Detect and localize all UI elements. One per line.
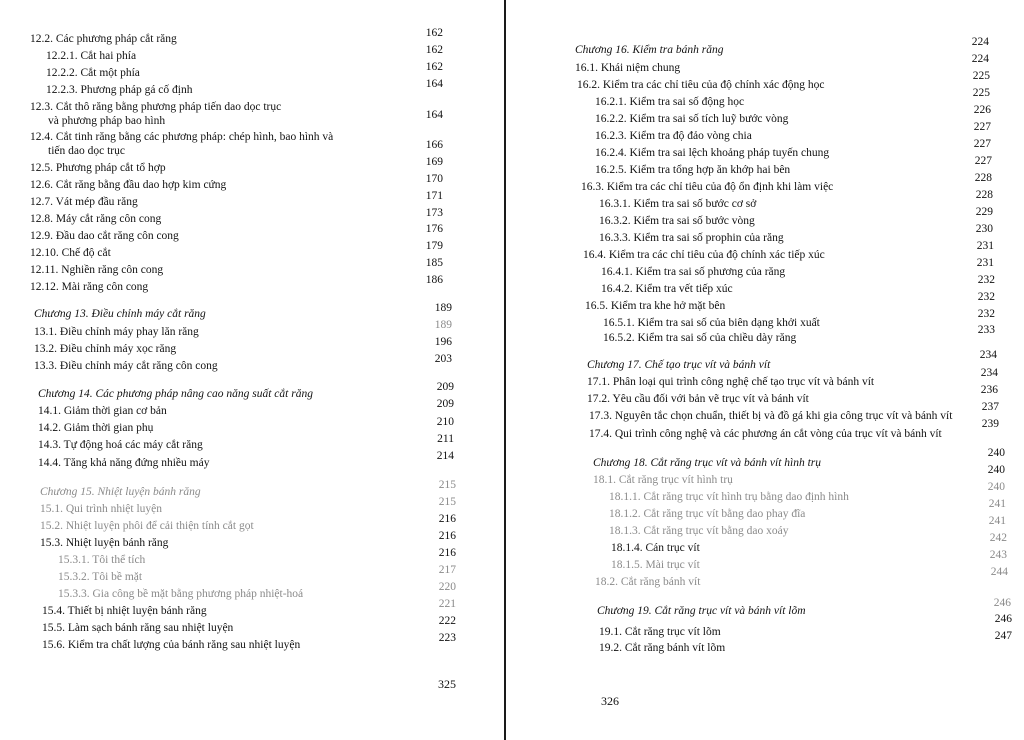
chapter-heading: Chương 16. Kiểm tra bánh răng (575, 44, 724, 56)
toc-entry: 14.3. Tự động hoá các máy cắt răng (38, 439, 203, 451)
toc-page-number: 162 (425, 61, 443, 73)
toc-entry: 12.7. Vát mép đầu răng (30, 196, 138, 208)
toc-entry: 12.10. Chế độ cắt (30, 247, 111, 259)
toc-entry: 16.2.4. Kiểm tra sai lệch khoảng pháp tuyến chung (595, 147, 830, 159)
toc-entry: 15.2. Nhiệt luyện phôi để cải thiện tính cắt gọt (40, 520, 254, 532)
toc-entry: 16.5.2. Kiểm tra sai số của chiều dày răng (603, 332, 797, 344)
toc-page-number: 242 (989, 532, 1007, 544)
toc-entry: 12.2.1. Cắt hai phía (46, 50, 137, 62)
toc-page-number: 226 (973, 104, 991, 116)
toc-entry: 12.12. Mài răng côn cong (30, 281, 149, 293)
toc-page-number: 240 (987, 464, 1005, 476)
toc-entry: 17.2. Yêu cầu đối với bản vẽ trục vít và bánh vít (587, 393, 809, 405)
toc-page-number: 170 (425, 173, 443, 185)
toc-page-number: 214 (436, 450, 454, 462)
toc-entry: 18.1.2. Cắt răng trục vít bằng dao phay đĩa (609, 508, 806, 520)
toc-entry: 15.5. Làm sạch bánh răng sau nhiệt luyện (42, 622, 234, 634)
toc-entry: 12.3. Cắt thô răng bằng phương pháp tiến dao dọc trục (30, 101, 282, 113)
toc-page-number: 227 (974, 155, 992, 167)
toc-entry: 16.3. Kiểm tra các chỉ tiêu của độ ổn định khi làm việc (581, 181, 834, 193)
toc-page-number: 230 (975, 223, 993, 235)
toc-entry: 16.2.2. Kiểm tra sai số tích luỹ bước vòng (595, 113, 789, 125)
toc-page-number: 229 (975, 206, 993, 218)
toc-page-number: 209 (436, 381, 454, 393)
toc-entry: 14.2. Giảm thời gian phụ (38, 422, 154, 434)
toc-page-number: 246 (994, 613, 1012, 625)
right-page (507, 0, 1024, 740)
toc-entry: 16.1. Khái niệm chung (575, 62, 681, 74)
toc-page-number: 240 (987, 447, 1005, 459)
toc-page-number: 211 (437, 433, 454, 445)
toc-page-number: 225 (972, 70, 990, 82)
chapter-heading: Chương 15. Nhiệt luyện bánh răng (40, 486, 201, 498)
toc-page-number: 232 (977, 274, 995, 286)
toc-entry: 12.6. Cắt răng bằng đầu dao hợp kim cứng (30, 179, 227, 191)
toc-page-number: 216 (438, 530, 456, 542)
toc-entry: 16.5.1. Kiểm tra sai số của biên dạng khởi xuất (603, 317, 820, 329)
toc-page-number: 239 (981, 418, 999, 430)
toc-entry: 17.3. Nguyên tắc chọn chuẩn, thiết bị và đồ gá khi gia công trục vít và bánh vít (589, 410, 953, 422)
toc-page-number: 215 (438, 496, 456, 508)
toc-page-number: 232 (977, 308, 995, 320)
chapter-heading: Chương 18. Cắt răng trục vít và bánh vít hình trụ (593, 457, 822, 469)
toc-page-number: 216 (438, 547, 456, 559)
toc-page-number: 240 (987, 481, 1005, 493)
toc-entry: 16.2. Kiểm tra các chỉ tiêu của độ chính xác động học (577, 79, 825, 91)
toc-entry: 19.2. Cắt răng bánh vít lõm (599, 642, 726, 654)
toc-entry: 12.9. Đầu dao cắt răng côn cong (30, 230, 179, 242)
toc-page-number: 244 (990, 566, 1008, 578)
toc-page-number: 228 (974, 172, 992, 184)
toc-page-number: 209 (436, 398, 454, 410)
toc-page-number: 173 (425, 207, 443, 219)
toc-page-number: 224 (971, 36, 989, 48)
toc-entry: 12.4. Cắt tinh răng bằng các phương pháp: chép hình, bao hình và (30, 131, 334, 143)
toc-page-number: 162 (425, 44, 443, 56)
toc-page-number: 222 (438, 615, 456, 627)
toc-entry: 16.4.2. Kiểm tra vết tiếp xúc (601, 283, 733, 295)
chapter-heading: Chương 14. Các phương pháp nâng cao năng suất cắt răng (38, 388, 313, 400)
toc-entry: 16.4.1. Kiểm tra sai số phương của răng (601, 266, 786, 278)
toc-entry: 17.4. Qui trình công nghệ và các phương án cắt vòng của trục vít và bánh vít (589, 428, 942, 440)
toc-page-number: 217 (438, 564, 456, 576)
toc-entry: 15.1. Qui trình nhiệt luyện (40, 503, 163, 515)
toc-entry: 15.3.3. Gia công bề mặt bằng phương pháp nhiệt-hoá (58, 588, 304, 600)
toc-entry: 15.3.2. Tôi bề mặt (58, 571, 143, 583)
toc-page-number: 246 (993, 597, 1011, 609)
toc-page-number: 221 (438, 598, 456, 610)
toc-page-number: 179 (425, 240, 443, 252)
toc-entry: 12.11. Nghiền răng côn cong (30, 264, 164, 276)
page-number: 325 (438, 677, 456, 691)
toc-entry: 18.2. Cắt răng bánh vít (595, 576, 701, 588)
toc-entry: và phương pháp bao hình (48, 115, 166, 127)
toc-page-number: 216 (438, 513, 456, 525)
toc-entry: 13.3. Điều chỉnh máy cắt răng côn cong (34, 360, 218, 372)
left-page (0, 0, 505, 740)
toc-entry: 14.4. Tăng khả năng đứng nhiều máy (38, 457, 210, 469)
toc-page-number: 189 (434, 302, 452, 314)
toc-page-number: 203 (434, 353, 452, 365)
toc-entry: 13.2. Điều chỉnh máy xọc răng (34, 343, 177, 355)
toc-entry: 16.3.2. Kiểm tra sai số bước vòng (599, 215, 755, 227)
toc-page-number: 231 (976, 240, 994, 252)
toc-entry: 16.2.1. Kiểm tra sai số động học (595, 96, 745, 108)
toc-entry: 12.2.3. Phương pháp gá cố định (46, 84, 193, 96)
toc-entry: 12.2.2. Cắt một phía (46, 67, 140, 79)
page-number: 326 (601, 694, 619, 708)
toc-entry: 16.5. Kiểm tra khe hở mặt bên (585, 300, 726, 312)
toc-page-number: 220 (438, 581, 456, 593)
toc-page-number: 196 (434, 336, 452, 348)
toc-entry: 16.2.3. Kiểm tra độ đảo vòng chia (595, 130, 752, 142)
toc-entry: tiến dao dọc trục (48, 145, 125, 157)
toc-entry: 15.3. Nhiệt luyện bánh răng (40, 537, 169, 549)
toc-entry: 19.1. Cắt răng trục vít lõm (599, 626, 721, 638)
toc-page-number: 227 (973, 138, 991, 150)
toc-entry: 18.1.3. Cắt răng trục vít bằng dao xoáy (609, 525, 789, 537)
toc-page-number: 223 (438, 632, 456, 644)
toc-page-number: 176 (425, 223, 443, 235)
toc-entry: 15.6. Kiểm tra chất lượng của bánh răng sau nhiệt luyện (42, 639, 301, 651)
toc-page-number: 241 (988, 498, 1006, 510)
toc-entry: 16.4. Kiểm tra các chỉ tiêu của độ chính xác tiếp xúc (583, 249, 825, 261)
toc-page-number: 166 (425, 139, 443, 151)
toc-page-number: 228 (975, 189, 993, 201)
toc-entry: 18.1.1. Cắt răng trục vít hình trụ bằng dao định hình (609, 491, 849, 503)
toc-entry: 15.4. Thiết bị nhiệt luyện bánh răng (42, 605, 207, 617)
toc-entry: 12.8. Máy cắt răng côn cong (30, 213, 162, 225)
toc-page-number: 215 (438, 479, 456, 491)
toc-page-number: 185 (425, 257, 443, 269)
toc-page-number: 162 (425, 27, 443, 39)
chapter-heading: Chương 17. Chế tạo trục vít và bánh vít (587, 359, 771, 371)
toc-page-number: 241 (988, 515, 1006, 527)
toc-entry: 16.3.1. Kiểm tra sai số bước cơ sở (599, 198, 757, 210)
toc-page-number: 243 (989, 549, 1007, 561)
toc-page-number: 236 (980, 384, 998, 396)
toc-entry: 13.1. Điều chỉnh máy phay lăn răng (34, 326, 199, 338)
toc-page-number: 164 (425, 109, 443, 121)
toc-page-number: 210 (436, 416, 454, 428)
toc-page-number: 225 (972, 87, 990, 99)
toc-entry: 16.2.5. Kiểm tra tổng hợp ăn khớp hai bên (595, 164, 791, 176)
toc-page-number: 186 (425, 274, 443, 286)
chapter-heading: Chương 19. Cắt răng trục vít và bánh vít lõm (597, 605, 806, 617)
toc-page-number: 231 (976, 257, 994, 269)
toc-entry: 15.3.1. Tôi thể tích (58, 554, 146, 566)
toc-page-number: 224 (971, 53, 989, 65)
toc-page-number: 164 (425, 78, 443, 90)
toc-entry: 12.5. Phương pháp cắt tổ hợp (30, 162, 166, 174)
toc-entry: 14.1. Giảm thời gian cơ bản (38, 405, 167, 417)
toc-page-number: 234 (980, 367, 998, 379)
toc-entry: 17.1. Phân loại qui trình công nghệ chế tạo trục vít và bánh vít (587, 376, 875, 388)
toc-page-number: 171 (425, 190, 443, 202)
toc-page-number: 227 (973, 121, 991, 133)
toc-page-number: 247 (994, 630, 1012, 642)
toc-entry: 18.1. Cắt răng trục vít hình trụ (593, 474, 733, 486)
toc-page-number: 233 (977, 324, 995, 336)
toc-entry: 16.3.3. Kiểm tra sai số prophin của răng (599, 232, 784, 244)
toc-entry: 12.2. Các phương pháp cắt răng (30, 33, 177, 45)
toc-page-number: 232 (977, 291, 995, 303)
toc-page-number: 189 (434, 319, 452, 331)
toc-page-number: 234 (979, 349, 997, 361)
toc-entry: 18.1.4. Cán trục vít (611, 542, 700, 554)
toc-page-number: 237 (981, 401, 999, 413)
toc-page-number: 169 (425, 156, 443, 168)
chapter-heading: Chương 13. Điều chỉnh máy cắt răng (34, 308, 206, 320)
toc-entry: 18.1.5. Mài trục vít (611, 559, 700, 571)
